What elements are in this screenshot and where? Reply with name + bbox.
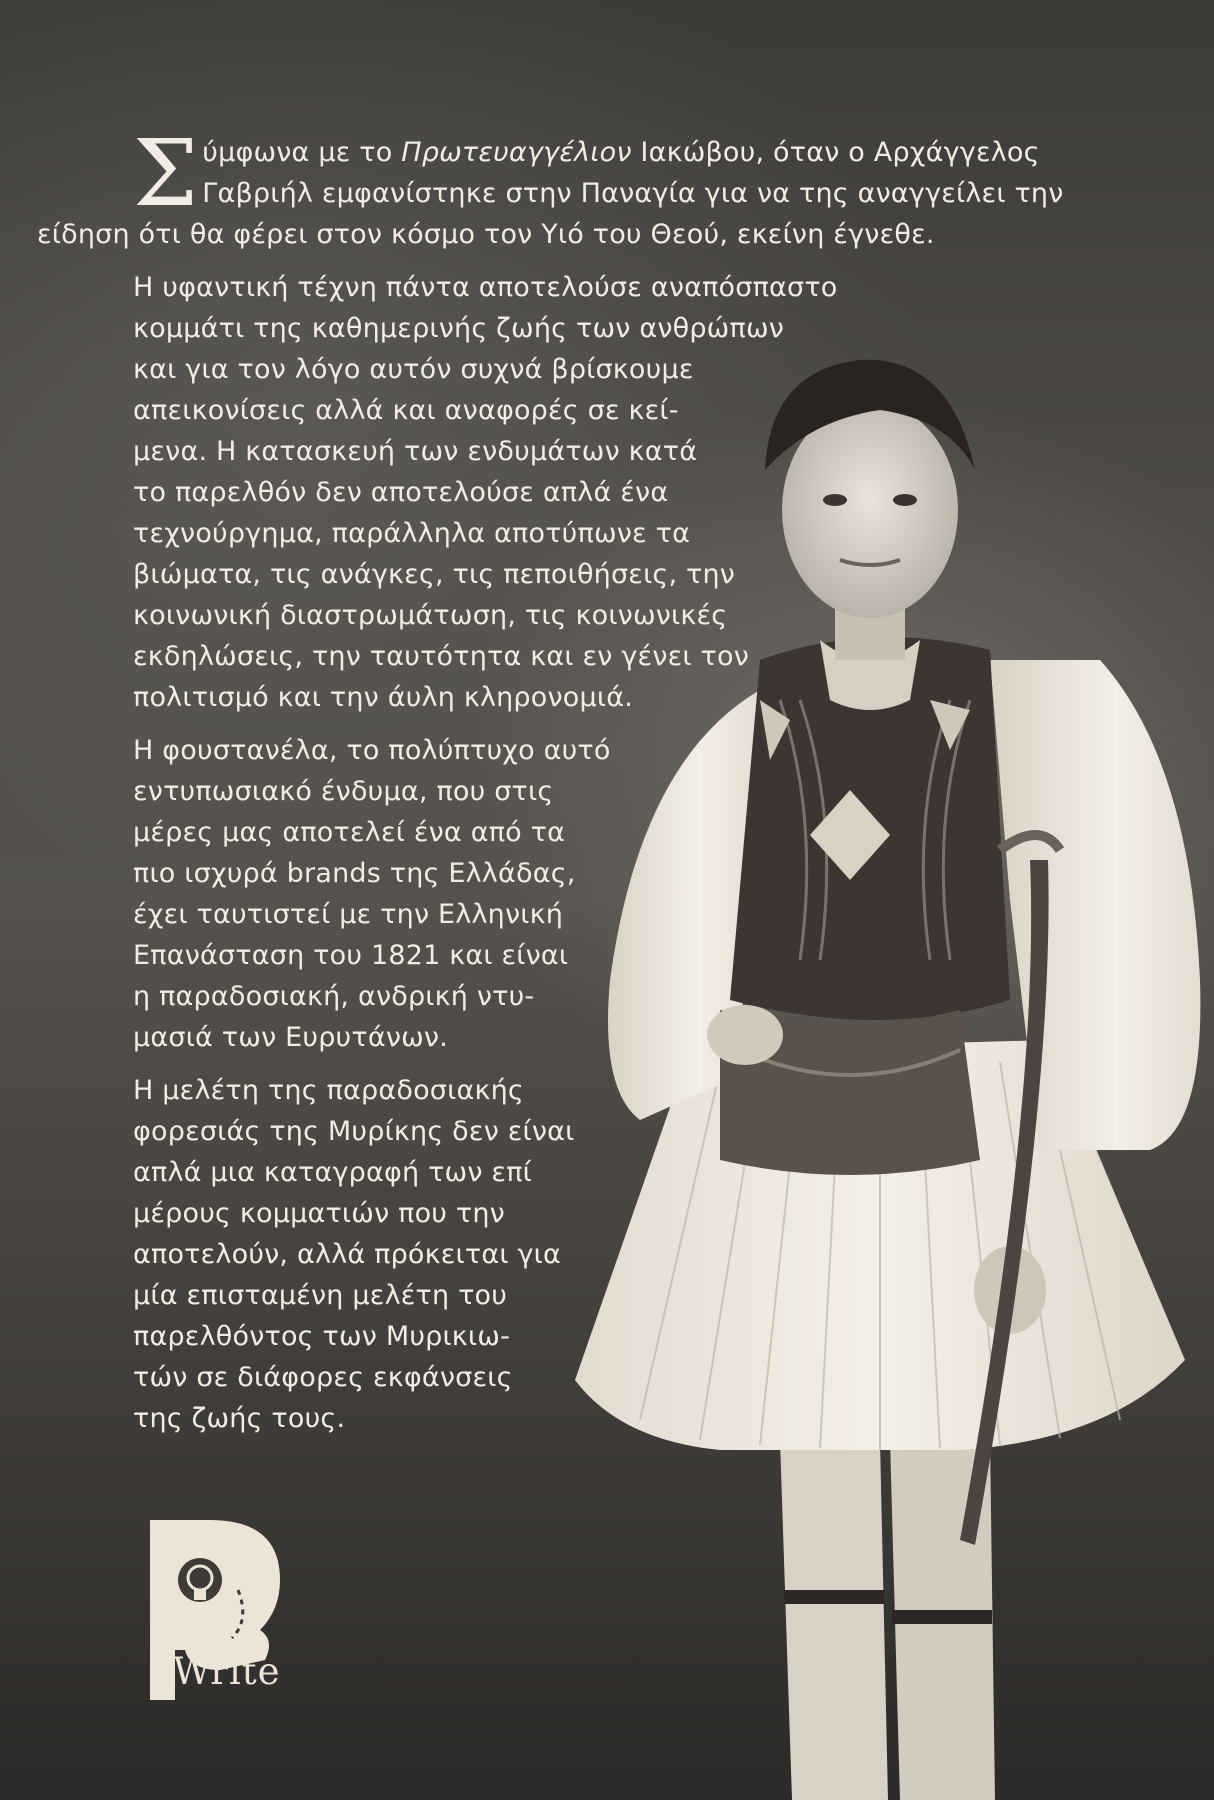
text-line: πιο ισχυρά brands της Ελλάδας, [133, 858, 576, 889]
intro-line-3: είδηση ότι θα φέρει στον κόσμο τον Υιό του Θεού, εκείνη έγνεθε. [37, 219, 935, 250]
book-title-italic: Πρωτευαγγέλιον [401, 137, 632, 168]
text-line: Η υφαντική τέχνη πάντα αποτελούσε αναπόσπαστο [133, 272, 838, 303]
text-line: μία επισταμένη μελέτη του [133, 1280, 508, 1311]
intro-line-2: Γαβριήλ εμφανίστηκε στην Παναγία για να της αναγγείλει την [202, 178, 1064, 209]
text-line: τών σε διάφορες εκφάνσεις [133, 1362, 513, 1393]
text-line: της ζωής τους. [133, 1403, 346, 1434]
text-line: εκδηλώσεις, την ταυτότητα και εν γένει τον [133, 641, 749, 672]
drop-cap: Σ [133, 120, 199, 227]
text-line: βιώματα, τις ανάγκες, τις πεποιθήσεις, την [133, 559, 736, 590]
text-line: τεχνούργημα, παράλληλα αποτύπωνε τα [133, 518, 691, 549]
text-line: απλά μια καταγραφή των επί [133, 1157, 533, 1188]
paragraph-weaving [133, 267, 1053, 718]
text-line: φορεσιάς της Μυρίκης δεν είναι [133, 1116, 575, 1147]
text-line: απεικονίσεις αλλά και αναφορές σε κεί- [133, 395, 679, 426]
garter-left [784, 1590, 884, 1604]
back-cover-text [37, 120, 1064, 1451]
text-line: μενα. Η κατασκευή των ενδυμάτων κατά [133, 436, 698, 467]
intro-line-1: ύμφωνα με το Πρωτευαγγέλιον Ιακώβου, όταν ο Αρχάγγελος [202, 137, 1040, 168]
text-line: μέρους κομματιών που την [133, 1198, 505, 1229]
paragraph-foustanella [133, 730, 1053, 1058]
text-line: και για τον λόγο αυτόν συχνά βρίσκουμε [133, 354, 694, 385]
text-line: το παρελθόν δεν αποτελούσε απλά ένα [133, 477, 669, 508]
publisher-logo-text: iWrite [160, 1650, 281, 1693]
garter-right [892, 1610, 992, 1624]
text-line: Η μελέτη της παραδοσιακής [133, 1075, 524, 1106]
text-line: μασιά των Ευρυτάνων. [133, 1022, 448, 1053]
left-leg [780, 1440, 888, 1800]
intro-paragraph [37, 120, 1064, 255]
text-line: παρελθόντος των Μυρικιω- [133, 1321, 511, 1352]
text-line: κοινωνική διαστρωμάτωση, τις κοινωνικές [133, 600, 728, 631]
text-line: εντυπωσιακό ένδυμα, που στις [133, 776, 554, 807]
text-line: Επανάσταση του 1821 και είναι [133, 940, 569, 971]
text-line: κομμάτι της καθημερινής ζωής των ανθρώπων [133, 313, 785, 344]
text-line: αποτελούν, αλλά πρόκειται για [133, 1239, 561, 1270]
text-line: Η φουστανέλα, το πολύπτυχο αυτό [133, 735, 611, 766]
text-line: έχει ταυτιστεί με την Ελληνική [133, 899, 564, 930]
text-line: πολιτισμό και την άυλη κληρονομιά. [133, 682, 633, 713]
text-line: η παραδοσιακή, ανδρική ντυ- [133, 981, 535, 1012]
paragraph-study [133, 1070, 1053, 1439]
text-line: μέρες μας αποτελεί ένα από τα [133, 817, 566, 848]
